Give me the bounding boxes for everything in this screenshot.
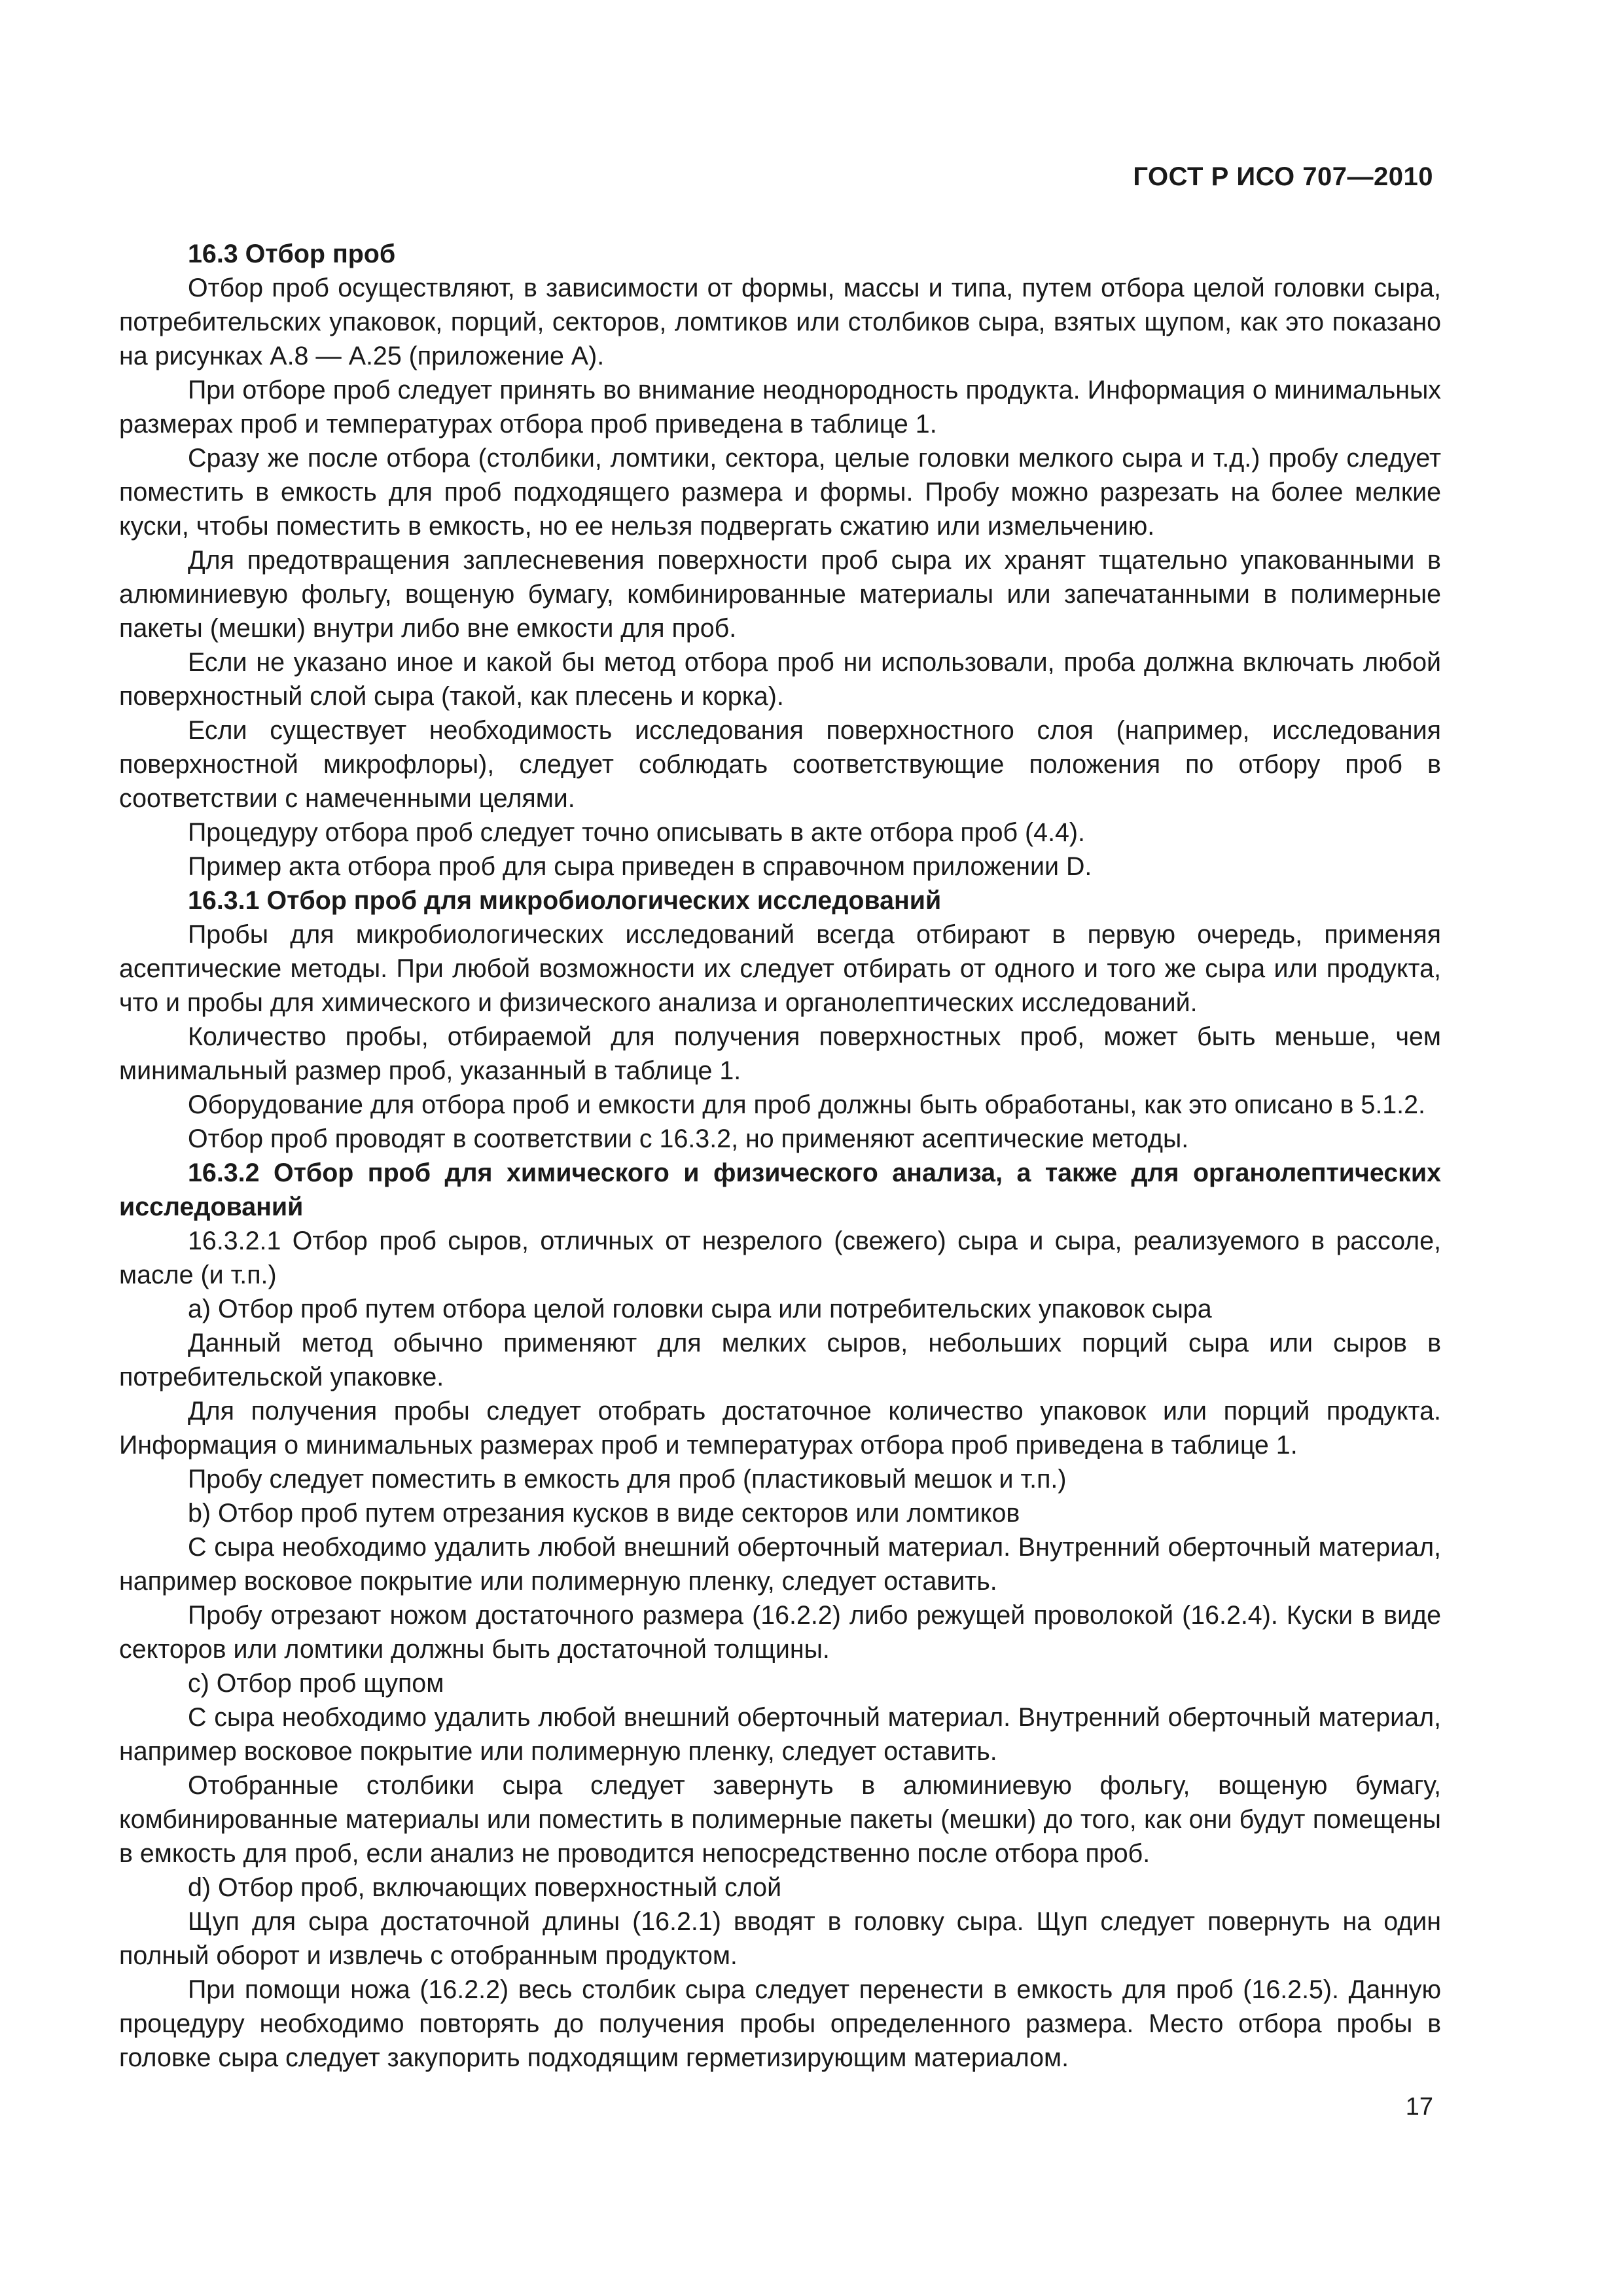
page-body [119, 237, 1441, 2075]
paragraph: Щуп для сыра достаточной длины (16.2.1) вводят в головку сыра. Щуп следует повернуть на один полный оборот и извлечь с отобранным продуктом. [119, 1907, 1441, 1970]
paragraph: Если не указано иное и какой бы метод отбора проб ни использовали, проба должна включать любой поверхностный слой сыра (такой, как плесень и корка). [119, 648, 1441, 711]
paragraph: С сыра необходимо удалить любой внешний оберточный материал. Внутренний оберточный материал, например восковое покрытие или полимерную пленку, следует оставить. [119, 1533, 1441, 1596]
document-code: ГОСТ Р ИСО 707—2010 [1133, 162, 1433, 191]
list-item-c: c) Отбор проб щупом [188, 1669, 444, 1698]
paragraph: Отобранные столбики сыра следует завернуть в алюминиевую фольгу, вощеную бумагу, комбинированные материалы или поместить в полимерные пакеты (мешки) до того, как они будут помещены в емкость для проб, если анализ не проводится непосредственно после отбора проб. [119, 1771, 1441, 1868]
paragraph: Пример акта отбора проб для сыра приведен в справочном приложении D. [188, 852, 1092, 881]
page-number: 17 [1405, 2093, 1433, 2121]
paragraph: Отбор проб проводят в соответствии с 16.3.2, но применяют асептические методы. [188, 1124, 1189, 1153]
paragraph: Для предотвращения заплесневения поверхности проб сыра их хранят тщательно упакованными в алюминиевую фольгу, вощеную бумагу, комбинированные материалы или запечатанными в полимерные пакеты (мешки) внутри либо вне емкости для проб. [119, 546, 1441, 643]
paragraph: Сразу же после отбора (столбики, ломтики, сектора, целые головки мелкого сыра и т.д.) пробу следует поместить в емкость для проб подходящего размера и формы. Пробу можно разрезать на более мелкие куски, чтобы поместить в емкость, но ее нельзя подвергать сжатию или измельчению. [119, 444, 1441, 541]
paragraph: Если существует необходимость исследования поверхностного слоя (например, исследования поверхностной микрофлоры), следует соблюдать соответствующие положения по отбору проб в соответствии с намеченными целями. [119, 716, 1441, 813]
paragraph: Количество пробы, отбираемой для получения поверхностных проб, может быть меньше, чем минимальный размер проб, указанный в таблице 1. [119, 1022, 1441, 1085]
paragraph: Для получения пробы следует отобрать достаточное количество упаковок или порций продукта. Информация о минимальных размерах проб и температурах отбора проб приведена в таблице 1. [119, 1397, 1441, 1460]
paragraph: Процедуру отбора проб следует точно описывать в акте отбора проб (4.4). [188, 818, 1085, 847]
list-item-a: a) Отбор проб путем отбора целой головки сыра или потребительских упаковок сыра [188, 1295, 1212, 1323]
list-item-b: b) Отбор проб путем отрезания кусков в виде секторов или ломтиков [188, 1499, 1020, 1528]
subsection-heading-16-3-2-1: 16.3.2.1 Отбор проб сыров, отличных от незрелого (свежего) сыра и сыра, реализуемого в рассоле, масле (и т.п.) [119, 1227, 1441, 1289]
paragraph: Данный метод обычно применяют для мелких сыров, небольших порций сыра или сыров в потребительской упаковке. [119, 1329, 1441, 1391]
paragraph: При отборе проб следует принять во внимание неоднородность продукта. Информация о минимальных размерах проб и температурах отбора проб приведена в таблице 1. [119, 376, 1441, 439]
section-heading-16-3: 16.3 Отбор проб [188, 240, 396, 268]
paragraph: Оборудование для отбора проб и емкости для проб должны быть обработаны, как это описано в 5.1.2. [188, 1090, 1425, 1119]
paragraph: С сыра необходимо удалить любой внешний оберточный материал. Внутренний оберточный материал, например восковое покрытие или полимерную пленку, следует оставить. [119, 1703, 1441, 1766]
paragraph: При помощи ножа (16.2.2) весь столбик сыра следует перенести в емкость для проб (16.2.5). Данную процедуру необходимо повторять до получения пробы определенного размера. Место отбора пробы в головке сыра следует закупорить подходящим герметизирующим материалом. [119, 1975, 1441, 2072]
list-item-d: d) Отбор проб, включающих поверхностный слой [188, 1873, 782, 1902]
section-heading-16-3-2: 16.3.2 Отбор проб для химического и физического анализа, а также для органолептических исследований [119, 1158, 1441, 1221]
section-heading-16-3-1: 16.3.1 Отбор проб для микробиологических исследований [188, 886, 942, 915]
paragraph: Отбор проб осуществляют, в зависимости от формы, массы и типа, путем отбора целой головки сыра, потребительских упаковок, порций, секторов, ломтиков или столбиков сыра, взятых щупом, как это показано на рисунках А.8 — А.25 (приложение А). [119, 274, 1441, 370]
paragraph: Пробу следует поместить в емкость для проб (пластиковый мешок и т.п.) [188, 1465, 1067, 1494]
paragraph: Пробу отрезают ножом достаточного размера (16.2.2) либо режущей проволокой (16.2.4). Куски в виде секторов или ломтики должны быть достаточной толщины. [119, 1601, 1441, 1664]
paragraph: Пробы для микробиологических исследований всегда отбирают в первую очередь, применяя асептические методы. При любой возможности их следует отбирать от одного и того же сыра или продукта, что и пробы для химического и физического анализа и органолептических исследований. [119, 920, 1441, 1017]
